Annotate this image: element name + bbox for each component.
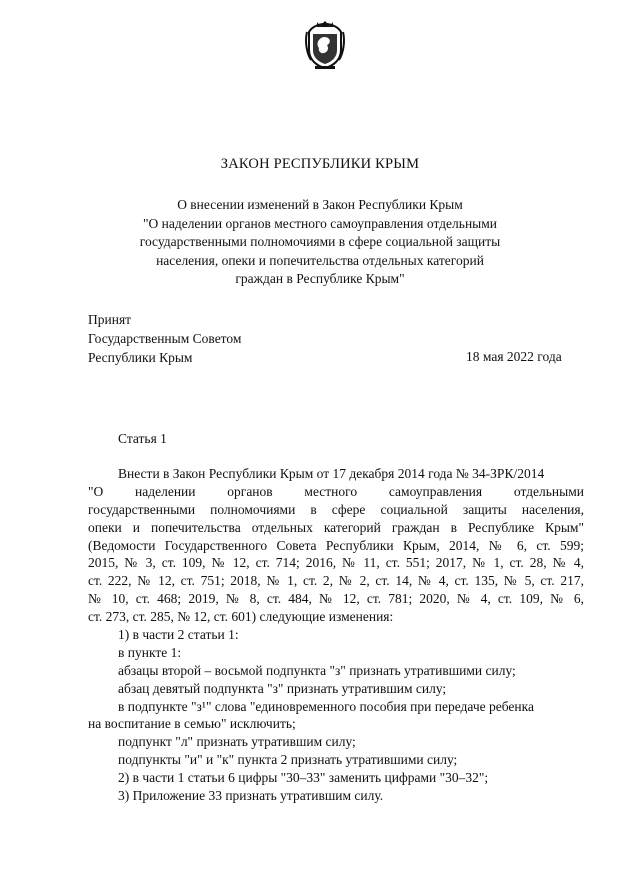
body-line: подпункт "л" признать утратившим силу; xyxy=(118,734,356,750)
body-line: на воспитание в семью" исключить; xyxy=(88,716,296,732)
law-title: ЗАКОН РЕСПУБЛИКИ КРЫМ xyxy=(220,156,420,172)
body-line: в пункте 1: xyxy=(118,644,182,660)
subtitle-line: государственными полномочиями в сфере социальной защиты xyxy=(139,234,501,249)
subtitle-line: О внесении изменений в Закон Республики Крым xyxy=(177,197,463,212)
body-line: Внести в Закон Республики Крым от 17 декабря 2014 года № 34-ЗРК/2014 xyxy=(118,466,545,481)
accepted-block xyxy=(88,310,241,367)
law-subtitle xyxy=(90,196,550,289)
body-line: 1) в части 2 статьи 1: xyxy=(118,627,239,643)
accepted-line: Принят xyxy=(88,312,132,327)
body-line: абзац девятый подпункта "з" признать утратившим силу; xyxy=(118,680,447,696)
subtitle-line: населения, опеки и попечительства отдельных категорий xyxy=(156,252,484,268)
body-line: (Ведомости Государственного Совета Республики Крым, 2014, № 6, ст. 599; xyxy=(88,537,584,553)
accepted-line: Государственным Советом xyxy=(88,331,242,346)
body-line: 2015, № 3, ст. 109, № 12, ст. 714; 2016, № 11, ст. 551; 2017, № 1, ст. 28, № 4, xyxy=(88,555,584,571)
accepted-line: Республики Крым xyxy=(88,350,193,365)
subtitle-line: "О наделении органов местного самоуправления отдельными xyxy=(142,215,498,231)
body-line: "О наделении органов местного самоуправления отдельными xyxy=(88,483,584,499)
crimea-emblem-icon xyxy=(303,20,347,70)
subtitle-line: граждан в Республике Крым" xyxy=(235,271,405,286)
body-line: ст. 273, ст. 285, № 12, ст. 601) следующие изменения: xyxy=(88,609,394,625)
body-line: № 10, ст. 468; 2019, № 8, ст. 484, № 12, ст. 781; 2020, № 4, ст. 109, № 6, xyxy=(88,591,584,607)
body-line: 3) Приложение 33 признать утратившим силу. xyxy=(118,788,384,804)
body-line: опеки и попечительства отдельных категорий граждан в Республике Крым" xyxy=(88,519,584,535)
body-line: государственными полномочиями в сфере социальной защиты населения, xyxy=(88,501,584,517)
body-line: абзацы второй – восьмой подпункта "з" признать утратившими силу; xyxy=(118,662,516,678)
accepted-date: 18 мая 2022 года xyxy=(466,349,562,364)
body-line: 2) в части 1 статьи 6 цифры "30–33" заменить цифрами "30–32"; xyxy=(118,770,489,786)
body-line: подпункты "и" и "к" пункта 2 признать утратившими силу; xyxy=(118,752,458,768)
article-heading: Статья 1 xyxy=(118,431,167,446)
body-line: в подпункте "з¹" слова "единовременного пособия при передаче ребенка xyxy=(118,698,534,714)
article-body xyxy=(88,465,584,805)
body-line: ст. 222, № 12, ст. 751; 2018, № 1, ст. 2, № 2, ст. 14, № 4, ст. 135, № 5, ст. 217, xyxy=(88,573,584,589)
